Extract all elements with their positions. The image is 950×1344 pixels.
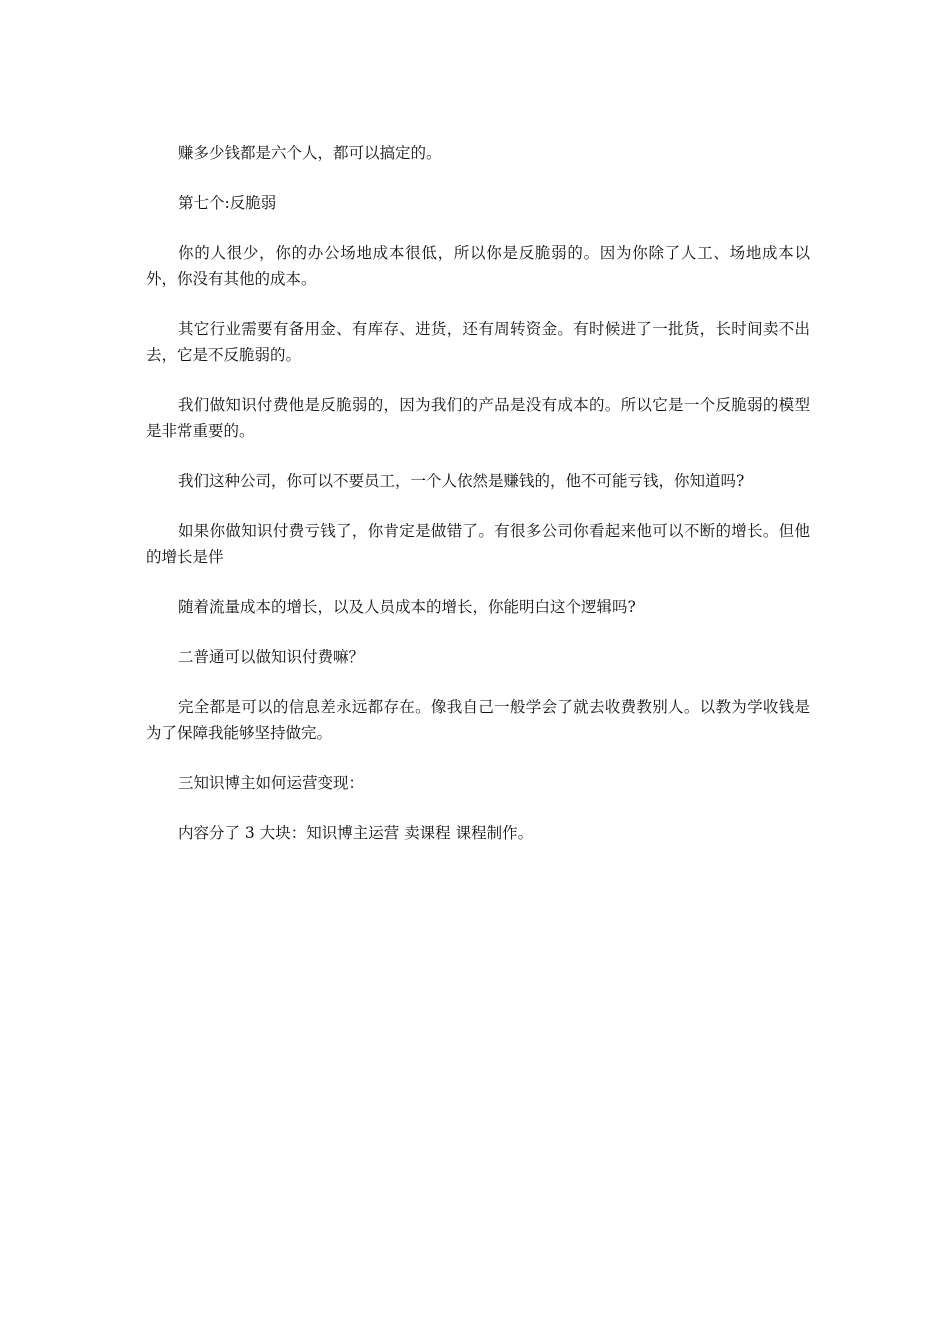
paragraph-5: 我们做知识付费他是反脆弱的，因为我们的产品是没有成本的。所以它是一个反脆弱的模型是非常重要的。 bbox=[146, 396, 810, 440]
paragraph-4: 其它行业需要有备用金、有库存、进货，还有周转资金。有时候进了一批货，长时间卖不出去，它是不反脆弱的。 bbox=[146, 320, 810, 364]
paragraph-7: 如果你做知识付费亏钱了，你肯定是做错了。有很多公司你看起来他可以不断的增长。但他的增长是伴 bbox=[146, 522, 810, 566]
paragraph-10: 完全都是可以的信息差永远都存在。像我自己一般学会了就去收费教别人。以教为学收钱是为了保障我能够坚持做完。 bbox=[146, 698, 810, 742]
paragraph-12: 内容分了 3 大块：知识博主运营 卖课程 课程制作。 bbox=[178, 824, 534, 842]
paragraph-6: 我们这种公司，你可以不要员工，一个人依然是赚钱的，他不可能亏钱，你知道吗? bbox=[178, 472, 745, 490]
section-heading-3: 三知识博主如何运营变现： bbox=[178, 774, 365, 792]
paragraph-8: 随着流量成本的增长，以及人员成本的增长，你能明白这个逻辑吗? bbox=[178, 598, 636, 616]
section-heading-anti-fragile: 第七个:反脆弱 bbox=[178, 194, 277, 212]
document-body bbox=[146, 140, 810, 870]
paragraph-1: 赚多少钱都是六个人，都可以搞定的。 bbox=[178, 144, 442, 162]
paragraph-3: 你的人很少，你的办公场地成本很低，所以你是反脆弱的。因为你除了人工、场地成本以外，你没有其他的成本。 bbox=[146, 244, 810, 288]
section-heading-2: 二普通可以做知识付费嘛？ bbox=[178, 648, 365, 666]
